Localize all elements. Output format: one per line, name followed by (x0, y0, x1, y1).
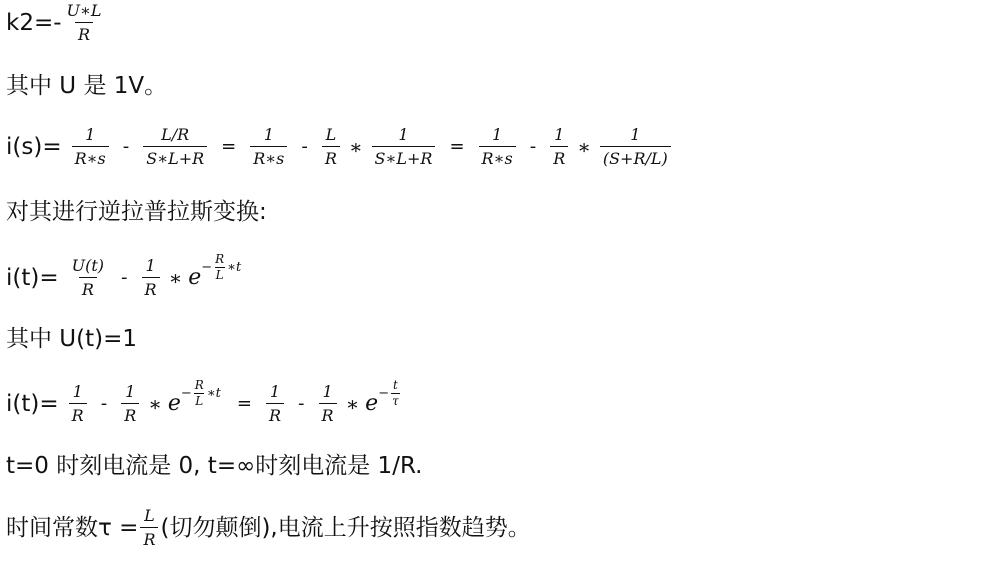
it-formula-1 (6, 252, 242, 300)
fraction-numerator: 1 (72, 382, 83, 401)
exponent-tail: ∗t (206, 385, 221, 401)
fraction-denominator: τ (392, 393, 399, 408)
fraction-denominator: R (79, 277, 97, 299)
fraction-numerator: 1 (492, 125, 503, 144)
minus-operator: - (122, 136, 130, 158)
time-constant-fraction (140, 507, 158, 550)
fraction-denominator: R (69, 403, 87, 425)
fraction-denominator: R (322, 146, 340, 168)
fraction-numerator: U∗L (66, 1, 102, 20)
minus-operator: - (529, 136, 537, 158)
fraction-denominator: R (550, 146, 568, 168)
exponential-base: e (167, 391, 181, 417)
fraction-denominator: R∗s (72, 146, 109, 168)
multiply-operator: ∗ (345, 392, 360, 417)
fraction-numerator: 1 (322, 382, 333, 401)
minus-operator: - (121, 267, 128, 289)
equals-operator: = (236, 393, 252, 415)
fraction (72, 126, 109, 169)
multiply-operator: ∗ (577, 135, 591, 160)
fraction-numerator: 1 (630, 125, 641, 144)
it-lhs: i(t)= (6, 390, 59, 417)
it-lhs: i(t)= (6, 264, 59, 291)
exponent-fraction (391, 379, 400, 407)
fraction (143, 126, 207, 169)
is-formula (6, 126, 676, 169)
multiply-operator: ∗ (168, 266, 183, 291)
paragraph-text-prefix: 时间常数τ = (6, 514, 139, 541)
fraction-numerator: 1 (398, 125, 409, 144)
text-line-time-constant (6, 507, 531, 550)
fraction-numerator: 1 (125, 382, 136, 401)
fraction-numerator: L (144, 506, 155, 525)
equals-operator: = (449, 136, 465, 158)
fraction-denominator: R∗s (250, 146, 287, 168)
fraction (550, 126, 568, 169)
fraction (69, 257, 107, 300)
exponential-base: e (365, 391, 379, 417)
fraction-numerator: 1 (263, 125, 274, 144)
fraction-denominator: L (215, 267, 224, 282)
fraction (372, 126, 436, 169)
it-formula-2 (6, 378, 402, 426)
fraction-denominator: R (142, 277, 160, 299)
fraction-denominator: (S+R/L) (600, 146, 671, 168)
exponent-tail: ∗t (227, 259, 242, 275)
exponential-base: e (188, 265, 202, 291)
paragraph-text: 对其进行逆拉普拉斯变换: (6, 199, 267, 225)
paragraph-text: 其中 U(t)=1 (6, 326, 138, 352)
fraction-numerator: 1 (554, 125, 565, 144)
is-lhs: i(s)= (6, 133, 62, 160)
fraction (319, 383, 337, 426)
exponent (378, 379, 402, 407)
paragraph-text: 其中 U 是 1V。 (6, 73, 168, 99)
fraction-numerator: t (393, 378, 398, 393)
text-line-u-value (6, 75, 167, 98)
multiply-operator: ∗ (148, 392, 162, 417)
paragraph-text: t=0 时刻电流是 0, t=∞时刻电流是 1/R. (6, 453, 423, 479)
multiply-operator: ∗ (348, 135, 363, 160)
fraction-denominator: R (140, 527, 158, 549)
fraction-denominator: L (195, 393, 204, 408)
fraction-numerator: L/R (161, 125, 190, 144)
fraction-numerator: U(t) (71, 256, 105, 275)
text-line-inverse-laplace (6, 201, 267, 224)
minus-operator: - (298, 393, 305, 415)
k2-formula (6, 2, 110, 45)
fraction-numerator: 1 (85, 125, 96, 144)
fraction-numerator: R (215, 252, 225, 267)
exponent-minus: − (378, 385, 390, 401)
fraction (479, 126, 516, 169)
exponent-fraction (194, 379, 205, 407)
fraction-numerator: 1 (145, 256, 156, 275)
fraction (322, 126, 340, 169)
fraction (69, 383, 87, 426)
fraction (266, 383, 284, 426)
fraction-denominator: S∗L+R (143, 146, 207, 168)
exponent-minus: − (180, 385, 192, 401)
fraction-denominator: R (319, 403, 337, 425)
fraction (250, 126, 287, 169)
minus-operator: - (100, 393, 108, 415)
exponent-fraction (214, 253, 225, 281)
fraction-numerator: 1 (269, 382, 281, 401)
minus-operator: - (301, 136, 308, 158)
fraction-denominator: S∗L+R (372, 146, 436, 168)
fraction-denominator: R (75, 22, 93, 44)
fraction-denominator: R (121, 403, 139, 425)
fraction-numerator: R (194, 378, 204, 393)
k2-fraction (64, 2, 105, 45)
fraction-denominator: R (266, 403, 284, 425)
text-line-boundary-values (6, 455, 422, 478)
equals-operator: = (221, 136, 237, 158)
fraction (600, 126, 671, 169)
fraction (142, 257, 160, 300)
paragraph-text-suffix: (切勿颠倒),电流上升按照指数趋势。 (160, 514, 531, 541)
fraction-denominator: R∗s (479, 146, 516, 168)
fraction (121, 383, 139, 426)
text-line-ut (6, 328, 137, 351)
k2-lhs: k2=- (6, 9, 62, 36)
exponent (201, 253, 241, 281)
fraction-numerator: L (325, 125, 337, 144)
exponent (181, 379, 221, 407)
exponent-minus: − (201, 259, 213, 275)
